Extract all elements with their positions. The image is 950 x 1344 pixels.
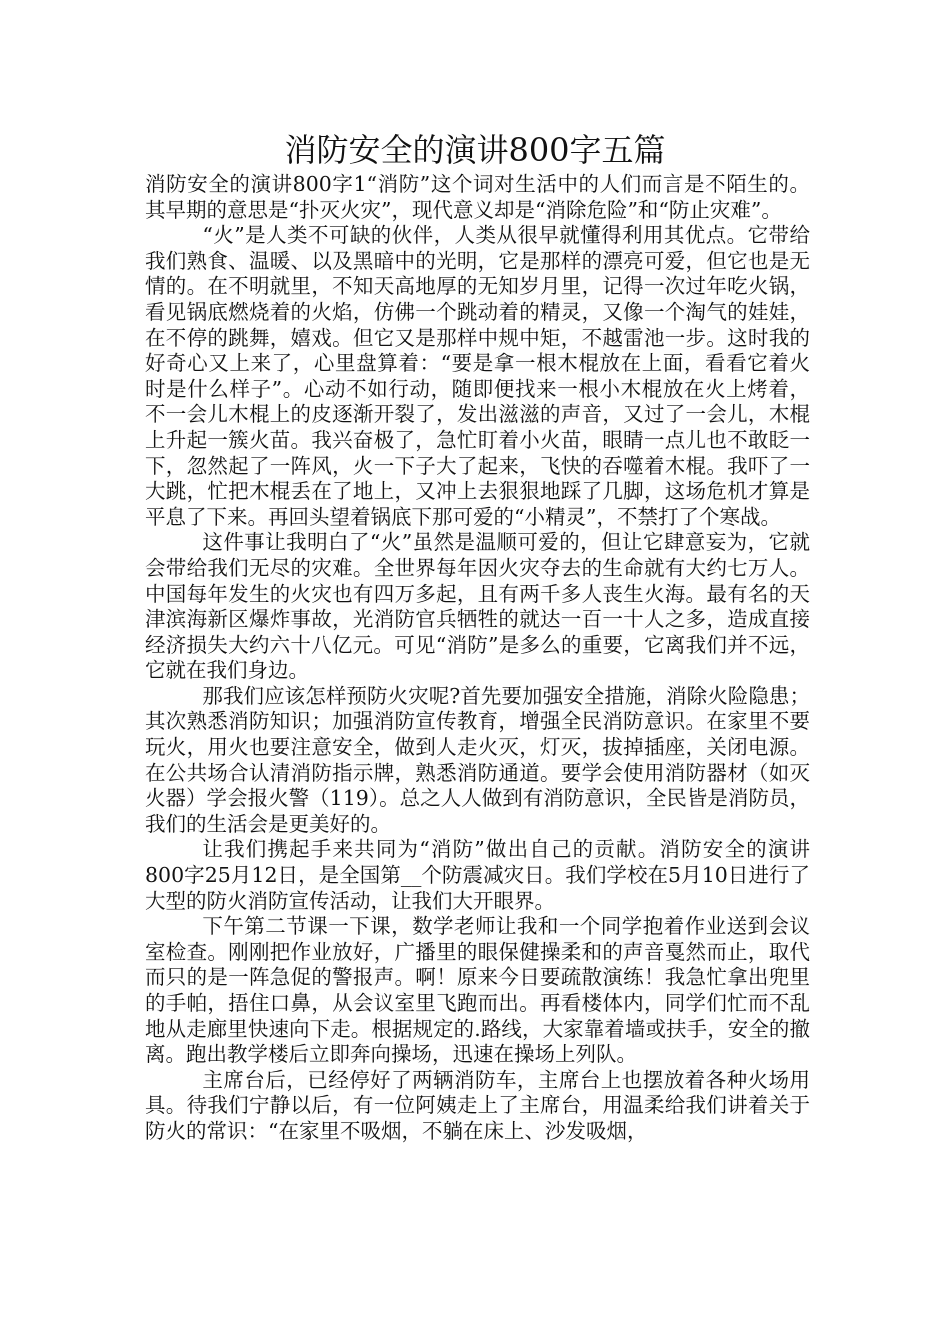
paragraph-3: 这件事让我明白了“火”虽然是温顺可爱的，但让它肆意妄为，它就会带给我们无尽的灾难。全世界每年因火灾夺去的生命就有大约七万人。中国每年发生的火灾也有四万多起，且有两千多人丧生火海。最有名的天津滨海新区爆炸事故，光消防官兵牺牲的就达一百一十人之多，造成直接经济损失大约六十八亿元。可见“消防”是多么的重要，它离我们并不远，它就在我们身边。 xyxy=(145,530,810,683)
paragraph-4: 那我们应该怎样预防火灾呢?首先要加强安全措施，消除火险隐患；其次熟悉消防知识；加强消防宣传教育，增强全民消防意识。在家里不要玩火，用火也要注意安全，做到人走火灭，灯灭，拔掉插座，关闭电源。在公共场合认清消防指示牌，熟悉消防通道。要学会使用消防器材（如灭火器）学会报火警（119）。总之人人做到有消防意识，全民皆是消防员，我们的生活会是更美好的。 xyxy=(145,683,810,836)
paragraph-1: 消防安全的演讲800字1“消防”这个词对生活中的人们而言是不陌生的。其早期的意思是“扑灭火灾”，现代意义却是“消除危险”和“防止灾难”。 xyxy=(145,172,810,222)
paragraph-5: 让我们携起手来共同为“消防”做出自己的贡献。消防安全的演讲800字25月12日，是全国第__个防震减灾日。我们学校在5月10日进行了大型的防火消防宣传活动，让我们大开眼界。 xyxy=(145,837,810,913)
paragraph-7: 主席台后，已经停好了两辆消防车，主席台上也摆放着各种火场用具。待我们宁静以后，有一位阿姨走上了主席台，用温柔给我们讲着关于防火的常识：“在家里不吸烟，不躺在床上、沙发吸烟， xyxy=(145,1067,810,1143)
paragraph-2: “火”是人类不可缺的伙伴，人类从很早就懂得利用其优点。它带给我们熟食、温暖、以及黑暗中的光明，它是那样的漂亮可爱，但它也是无情的。在不明就里，不知天高地厚的无知岁月里，记得一次过年吃火锅，看见锅底燃烧着的火焰，仿佛一个跳动着的精灵，又像一个淘气的娃娃，在不停的跳舞，嬉戏。但它又是那样中规中矩，不越雷池一步。这时我的好奇心又上来了，心里盘算着：“要是拿一根木棍放在上面，看看它着火时是什么样子”。心动不如行动，随即便找来一根小木棍放在火上烤着，不一会儿木棍上的皮逐渐开裂了，发出滋滋的声音，又过了一会儿，木棍上升起一簇火苗。我兴奋极了，急忙盯着小火苗，眼睛一点儿也不敢眨一下，忽然起了一阵风，火一下子大了起来，飞快的吞噬着木棍。我吓了一大跳，忙把木棍丢在了地上，又冲上去狠狠地踩了几脚，这场危机才算是平息了下来。再回头望着锅底下那可爱的“小精灵”，不禁打了个寒战。 xyxy=(145,223,810,529)
paragraph-6: 下午第二节课一下课，数学老师让我和一个同学抱着作业送到会议室检查。刚刚把作业放好，广播里的眼保健操柔和的声音戛然而止，取代而只的是一阵急促的警报声。啊！原来今日要疏散演练！我急忙拿出兜里的手帕，捂住口鼻，从会议室里飞跑而出。再看楼体内，同学们忙而不乱地从走廊里快速向下走。根据规定的.路线，大家靠着墙或扶手，安全的撤离。跑出教学楼后立即奔向操场，迅速在操场上列队。 xyxy=(145,914,810,1067)
document-body xyxy=(145,172,810,1145)
document-title: 消防安全的演讲800字五篇 xyxy=(284,131,666,169)
